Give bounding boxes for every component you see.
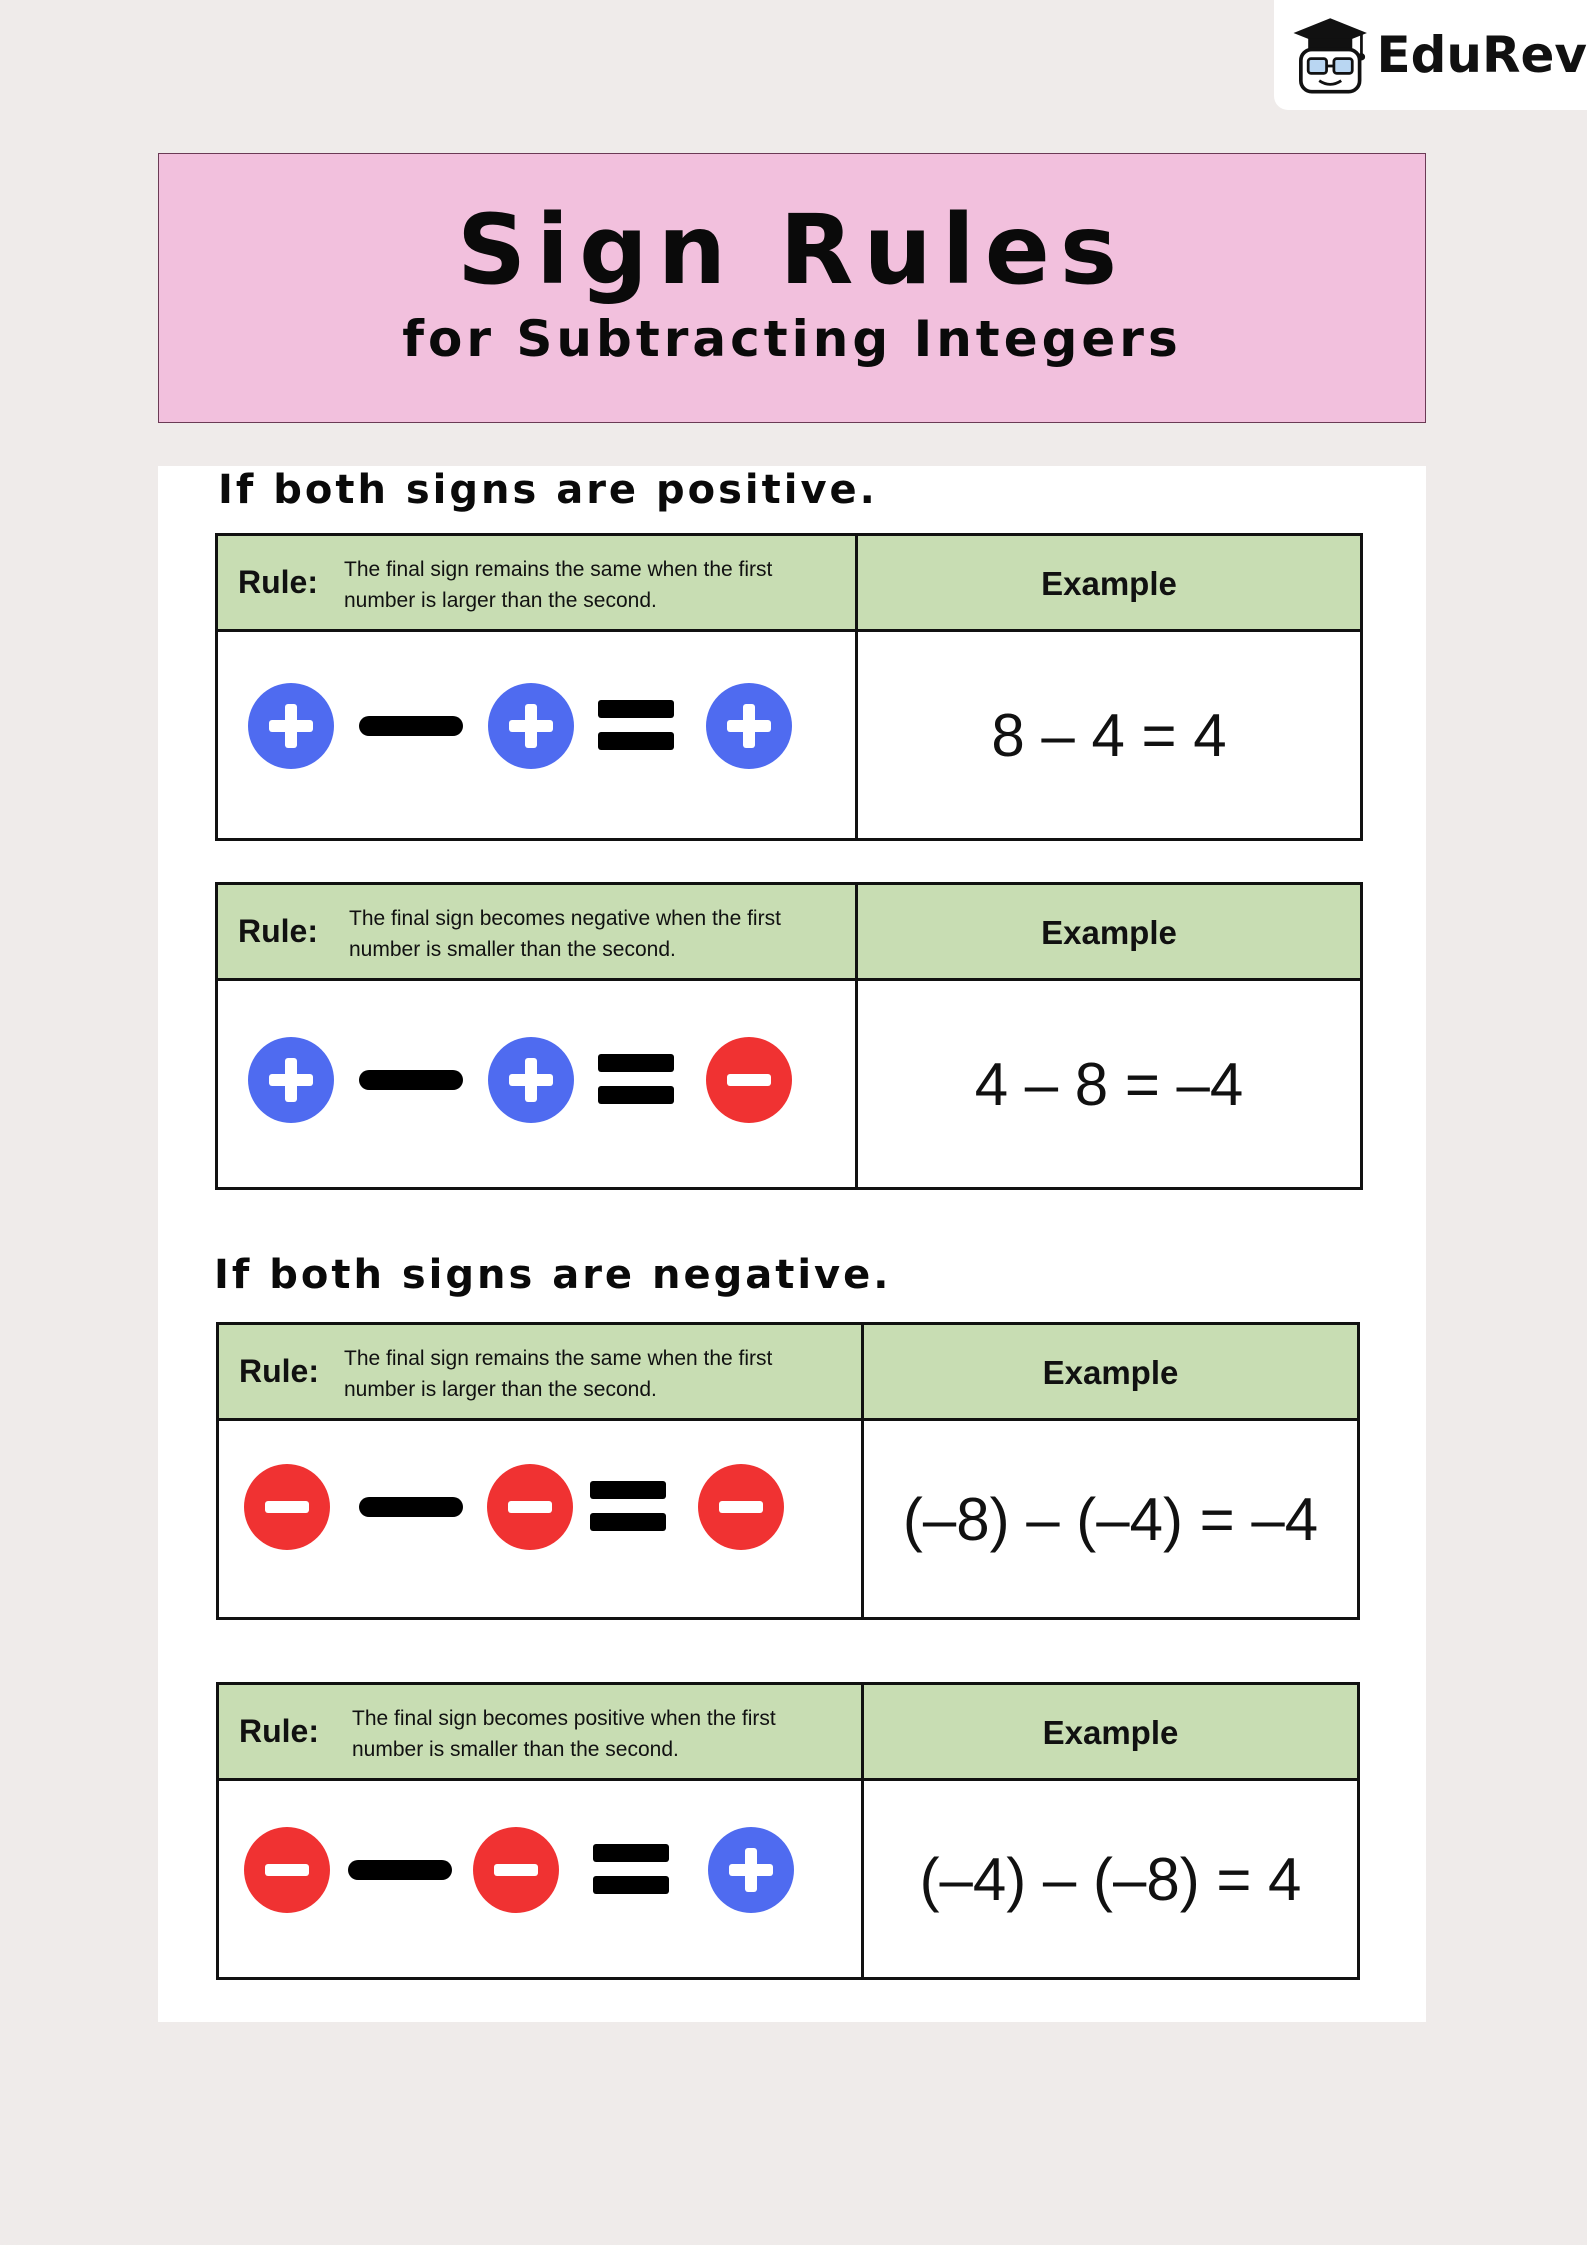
example-expression: (–8) – (–4) = –4	[902, 1485, 1319, 1553]
minus-operator-icon	[348, 1860, 452, 1880]
section-heading-positive: If both signs are positive.	[218, 467, 878, 513]
example-expression: (–4) – (–8) = 4	[919, 1845, 1302, 1913]
positive-sign-icon	[706, 1825, 796, 1915]
equals-operator-icon	[598, 1054, 674, 1106]
rule-header	[218, 536, 1360, 632]
title-banner	[158, 153, 1426, 423]
example-label: Example	[1041, 914, 1177, 951]
rule-text: The final sign remains the same when the first number is larger than the second.	[344, 1347, 773, 1401]
rule-label: Rule:	[238, 564, 318, 600]
example-expression: 4 – 8 = –4	[974, 1050, 1244, 1118]
brand-name: EduRev	[1376, 26, 1587, 84]
example-expression: 8 – 4 = 4	[991, 701, 1227, 769]
negative-sign-icon	[696, 1462, 786, 1552]
negative-sign-icon	[485, 1462, 575, 1552]
minus-operator-icon	[359, 1497, 463, 1517]
rule-header	[218, 885, 1360, 981]
graduate-cap-icon	[1288, 9, 1372, 101]
page-subtitle: for Subtracting Integers	[402, 310, 1182, 368]
minus-operator-icon	[359, 1070, 463, 1090]
minus-operator-icon	[359, 716, 463, 736]
edurev-logo[interactable]	[1274, 0, 1587, 110]
rule-header	[219, 1325, 1357, 1421]
rule-header	[219, 1685, 1357, 1781]
section-heading-negative: If both signs are negative.	[214, 1252, 892, 1298]
negative-sign-icon	[471, 1825, 561, 1915]
positive-sign-icon	[704, 681, 794, 771]
equals-operator-icon	[598, 700, 674, 752]
rule-text: The final sign remains the same when the first number is larger than the second.	[344, 558, 773, 612]
equals-operator-icon	[590, 1481, 666, 1533]
rule-label: Rule:	[239, 1353, 319, 1389]
positive-sign-icon	[246, 1035, 336, 1125]
positive-sign-icon	[246, 681, 336, 771]
negative-sign-icon	[704, 1035, 794, 1125]
rule-text: The final sign becomes negative when the first number is smaller than the second.	[349, 907, 781, 961]
rule-label: Rule:	[239, 1713, 319, 1749]
page-title: Sign Rules	[457, 194, 1127, 306]
positive-sign-icon	[486, 1035, 576, 1125]
equals-operator-icon	[593, 1844, 669, 1896]
negative-sign-icon	[242, 1462, 332, 1552]
rule-table	[216, 1322, 1360, 1620]
positive-sign-icon	[486, 681, 576, 771]
rule-label: Rule:	[238, 913, 318, 949]
example-label: Example	[1041, 565, 1177, 602]
negative-sign-icon	[242, 1825, 332, 1915]
example-label: Example	[1042, 1714, 1179, 1751]
rule-text: The final sign becomes positive when the first number is smaller than the second.	[352, 1707, 776, 1761]
example-label: Example	[1042, 1354, 1179, 1391]
